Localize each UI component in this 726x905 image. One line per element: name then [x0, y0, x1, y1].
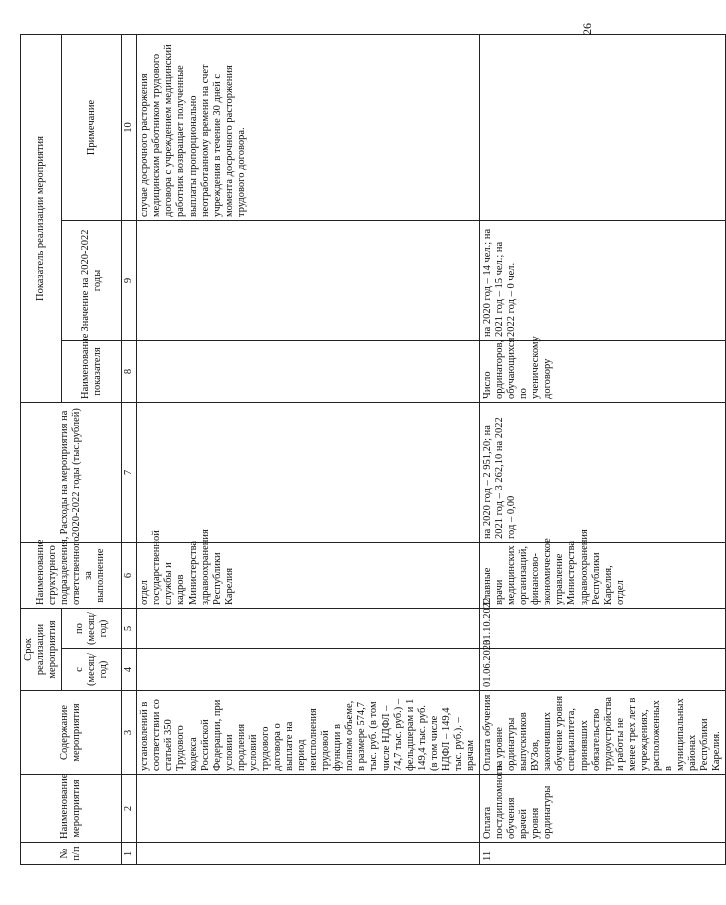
col-number: 5: [122, 609, 137, 649]
col-number: 6: [122, 543, 137, 609]
col-number: 1: [122, 843, 137, 865]
row-cost: на 2020 год – 2 951,20; на 2021 год – 3 262,10 на 2022 год – 0,00: [480, 403, 726, 543]
page-number: 26: [580, 23, 594, 35]
header-num: № п/п: [21, 843, 122, 865]
col-number: 4: [122, 649, 137, 691]
row-num: [137, 843, 480, 865]
header-term: Срок реализации мероприятия: [21, 609, 62, 691]
header-name: Наименование мероприятия: [21, 775, 122, 843]
row-note: случае досрочного расторжения медицинским работником трудового договора с учреждением медицинский работник возвращает полученные выплаты пропорционально неотработанному времени на счет учреждения в течение 30 дней с момента досрочного расторжения трудового договора.: [137, 35, 480, 221]
header-ind-name: Наименование показателя: [62, 341, 122, 403]
row-unit: отдел государственной службы и кадров Министерства здравоохранения Республики Карелия: [137, 543, 480, 609]
header-note: Примечание: [62, 35, 122, 221]
col-number: 7: [122, 403, 137, 543]
row-note: [480, 35, 726, 221]
table-row: [480, 35, 726, 865]
header-content: Содержание мероприятия: [21, 691, 122, 775]
col-number: 9: [122, 221, 137, 341]
header-term-from: с (месяц/год): [62, 649, 122, 691]
row-content: Оплата обучения на уровне ординатуры выпускников ВУЗов, закончивших обучение уровня специалитета, принявших обязательство трудоустройства и работы не менее трех лет в учреждениях, расположенных в муниципальных районах Республики Карелия.: [480, 691, 726, 775]
col-number: 2: [122, 775, 137, 843]
row-content: установлений в соответствии со статьей 350 Трудового кодекса Российской Федерации, при условии продления условий трудового договора о выплате на период неисполнения трудовой функции в полном объеме, в размере 574,7 тыс. руб. (в том числе НДФЛ – 74,7 тыс. руб.) – фельдшерам и 1 149,4 тыс. руб. (в том числе НДФЛ – 149,4 тыс. руб.). – врачам: [137, 691, 480, 775]
header-indicator: Показатель реализации мероприятия: [21, 35, 62, 403]
row-num: 11: [480, 843, 726, 865]
measures-table: [20, 34, 726, 865]
table-row: [137, 35, 480, 865]
col-number: 3: [122, 691, 137, 775]
header-cost: Расходы на мероприятия на 2020-2022 годы (тыс.рублей): [21, 403, 122, 543]
row-from: [137, 649, 480, 691]
header-ind-value: Значение на 2020-2022 годы: [62, 221, 122, 341]
row-name: [137, 775, 480, 843]
row-cost: [137, 403, 480, 543]
header-term-to: по (месяц/год): [62, 609, 122, 649]
row-unit: Главные врачи медицинских организаций, финансово-экономическое управление Министерства здравоохранения Республики Карелия, отдел: [480, 543, 726, 609]
row-ind-name: Число ординаторов, обучающихся по ученическому договору: [480, 341, 726, 403]
row-name: Оплата постдипломного обучения врачей уровня ординатуры: [480, 775, 726, 843]
header-unit: Наименование структурного подразделения, ответственного за выполнение: [21, 543, 122, 609]
row-ind-value: [137, 221, 480, 341]
col-number: 8: [122, 341, 137, 403]
col-number: 10: [122, 35, 137, 221]
row-ind-name: [137, 341, 480, 403]
row-from: 01.06.2020: [480, 649, 726, 691]
column-number-row: [122, 35, 137, 865]
row-to: [137, 609, 480, 649]
row-ind-value: на 2020 год – 14 чел.; на 2021 год – 15 чел.; на 2022 год – 0 чел.: [480, 221, 726, 341]
row-to: 31.10.2022: [480, 609, 726, 649]
